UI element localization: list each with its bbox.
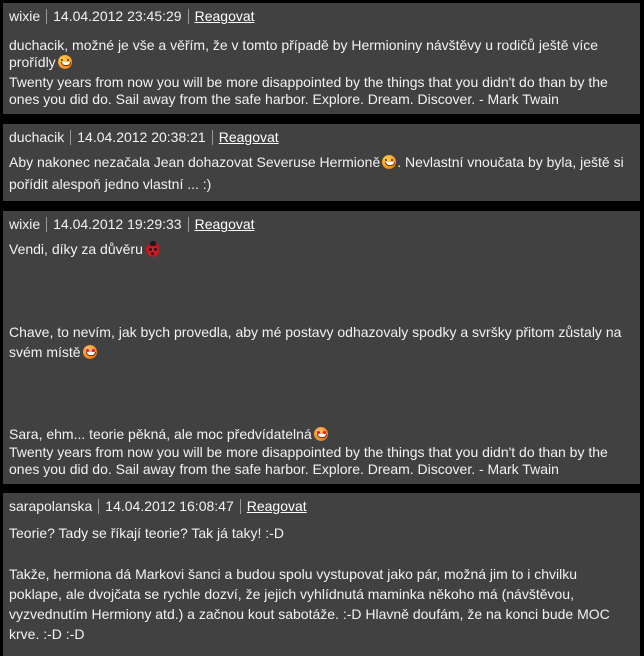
comment-text-line: vyzvednutím Hermiony atd.) a začnou kout sabotáže. :-D Hlavně doufám, že na konci bude MOC xyxy=(9,606,610,622)
comment-text-line: pořídit alespoň jedno vlastní ... :) xyxy=(9,176,212,192)
comment xyxy=(3,124,640,201)
ladybug-emoticon xyxy=(146,242,160,257)
separator xyxy=(188,217,189,232)
separator xyxy=(46,217,47,232)
comment-text-line: krve. :-D :-D xyxy=(9,626,85,642)
separator xyxy=(98,499,99,514)
comment-text-line: Teorie? Tady se říkají teorie? Tak já taky! :-D xyxy=(9,525,284,541)
reply-link[interactable]: Reagovat xyxy=(246,498,307,514)
comment-datetime: 14.04.2012 19:29:33 xyxy=(53,216,182,232)
comment-text-line: ones you did do. Sail away from the safe harbor. Explore. Dream. Discover. - Mark Twain xyxy=(9,461,559,477)
smile-emoticon xyxy=(382,155,396,169)
comment-text-line: Twenty years from now you will be more disappointed by the things that you didn't do than by the xyxy=(9,74,608,90)
separator xyxy=(46,9,47,24)
separator xyxy=(70,130,71,145)
comment-text-line: Aby nakonec nezačala Jean dohazovat Severuse Hermioně xyxy=(9,154,381,170)
comment-author: wixie xyxy=(9,216,41,232)
comment-text-line-wrap xyxy=(9,54,72,71)
love-emoticon xyxy=(83,345,97,359)
comment-text-line: duchacik, možné je vše a věřím, že v tomto případě by Hermioniny návštěvy u rodičů ještě více xyxy=(9,37,599,53)
reply-link[interactable]: Reagovat xyxy=(218,129,279,145)
separator xyxy=(240,499,241,514)
separator xyxy=(188,9,189,24)
comment-header xyxy=(9,8,255,25)
comment xyxy=(3,493,640,656)
comment-datetime: 14.04.2012 16:08:47 xyxy=(105,498,234,514)
smile-emoticon xyxy=(58,55,72,69)
comment-text-line: Vendi, díky za důvěru xyxy=(9,241,143,257)
comment-header xyxy=(9,498,307,515)
comment xyxy=(3,3,640,114)
comment-text-line: poklape, ale dvojčata se rychle dozví, že jejich vyhlídnutá maminka někoho má (návštěvou, xyxy=(9,586,574,602)
comment-text-line: Chave, to nevím, jak bych provedla, aby mé postavy odhazovaly spodky a svršky přitom zůstaly na xyxy=(9,324,622,340)
reply-link[interactable]: Reagovat xyxy=(194,8,255,24)
comment-author: wixie xyxy=(9,8,41,24)
comment-text-line: Sara, ehm... teorie pěkná, ale moc předvídatelná xyxy=(9,426,312,442)
separator xyxy=(212,130,213,145)
comment xyxy=(3,211,640,484)
comment-text-line-wrap xyxy=(9,344,97,361)
comment-text-line: . Nevlastní vnoučata by byla, ještě si xyxy=(397,154,624,170)
comment-text-line-wrap xyxy=(9,154,624,171)
comment-text-line: Takže, hermiona dá Markovi šanci a budou spolu vystupovat jako pár, možná jim to i chvilku xyxy=(9,566,578,582)
love-emoticon xyxy=(314,427,328,441)
comment-text-line: prořídly xyxy=(9,54,56,70)
comment-header xyxy=(9,216,255,233)
comment-datetime: 14.04.2012 23:45:29 xyxy=(53,8,182,24)
comment-text-line-wrap xyxy=(9,426,328,443)
comment-datetime: 14.04.2012 20:38:21 xyxy=(77,129,206,145)
comment-text-line-wrap xyxy=(9,241,160,258)
comment-header xyxy=(9,129,279,146)
comment-author: sarapolanska xyxy=(9,498,93,514)
comment-author: duchacik xyxy=(9,129,65,145)
reply-link[interactable]: Reagovat xyxy=(194,216,255,232)
comment-text-line: Twenty years from now you will be more disappointed by the things that you didn't do than by the xyxy=(9,444,608,460)
comment-text-line: svém místě xyxy=(9,344,81,360)
comment-text-line: ones you did do. Sail away from the safe harbor. Explore. Dream. Discover. - Mark Twain xyxy=(9,91,559,107)
